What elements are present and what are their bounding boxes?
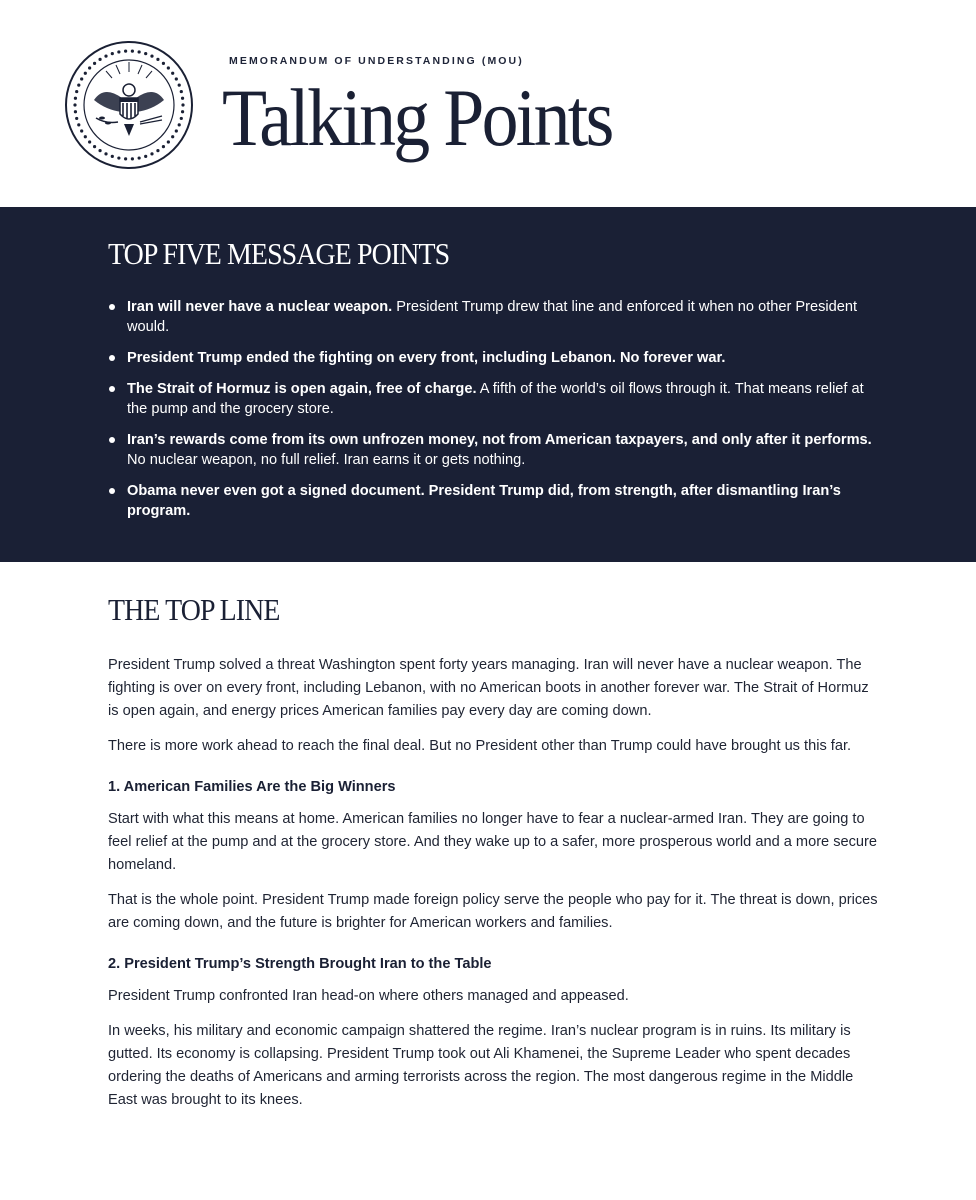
point-text: A fifth of the world’s oil flows through it. That means relief at the pump and the grocery store. xyxy=(127,381,864,417)
page-title: Talking Points xyxy=(222,72,612,163)
top-line-section xyxy=(108,592,878,1124)
section-paragraph: That is the whole point. President Trump made foreign policy serve the people who pay for it. The threat is down, prices are coming down, and the future is brighter for American workers and families. xyxy=(108,892,878,931)
top-line-paragraph: President Trump solved a threat Washington spent forty years managing. Iran will never have a nuclear weapon. The fighting is over on every front, including Lebanon, with no American boots in another forever war. The Strait of Hormuz is open again, and energy prices American families pay every day are coming down. xyxy=(108,657,869,719)
list-item xyxy=(108,481,878,521)
point-lead: Obama never even got a signed document. President Trump did, from strength, after dismantling Iran’s program. xyxy=(127,483,841,519)
presidential-seal-icon xyxy=(64,40,194,170)
point-lead: Iran will never have a nuclear weapon. xyxy=(127,299,393,315)
top-line-paragraph: There is more work ahead to reach the final deal. But no President other than Trump could have brought us this far. xyxy=(108,738,852,754)
section-heading-1: 1. American Families Are the Big Winners xyxy=(108,779,396,795)
point-text: President Trump drew that line and enforced it when no other President would. xyxy=(127,299,858,335)
point-lead: Iran’s rewards come from its own unfrozen money, not from American taxpayers, and only after it performs. xyxy=(127,432,872,448)
list-item xyxy=(108,348,878,368)
message-points-heading: TOP FIVE MESSAGE POINTS xyxy=(108,236,450,271)
section-heading-2: 2. President Trump’s Strength Brought Iran to the Table xyxy=(108,956,492,972)
list-item xyxy=(108,297,878,337)
section-paragraph: President Trump confronted Iran head-on where others managed and appeased. xyxy=(108,988,629,1004)
section-paragraph: Start with what this means at home. American families no longer have to fear a nuclear-armed Iran. They are going to feel relief at the pump and at the grocery store. And they wake up to a safer, more prosperous world and a more secure homeland. xyxy=(108,811,878,873)
message-points-list xyxy=(108,297,878,532)
point-text: No nuclear weapon, no full relief. Iran earns it or gets nothing. xyxy=(127,452,526,468)
memo-label: MEMORANDUM OF UNDERSTANDING (MOU) xyxy=(229,55,524,67)
list-item xyxy=(108,430,878,470)
page-header xyxy=(0,0,976,207)
point-lead: President Trump ended the fighting on every front, including Lebanon. No forever war. xyxy=(127,350,726,366)
list-item xyxy=(108,379,878,419)
top-line-heading: THE TOP LINE xyxy=(108,592,280,627)
point-lead: The Strait of Hormuz is open again, free of charge. xyxy=(127,381,477,397)
section-paragraph: In weeks, his military and economic campaign shattered the regime. Iran’s nuclear program is in ruins. Its military is gutted. Its economy is collapsing. President Trump took out Ali Khamenei, the Supreme Leader who spent decades ordering the deaths of Americans and arming terrorists across the region. The most dangerous regime in the Middle East was brought to its knees. xyxy=(108,1023,854,1108)
